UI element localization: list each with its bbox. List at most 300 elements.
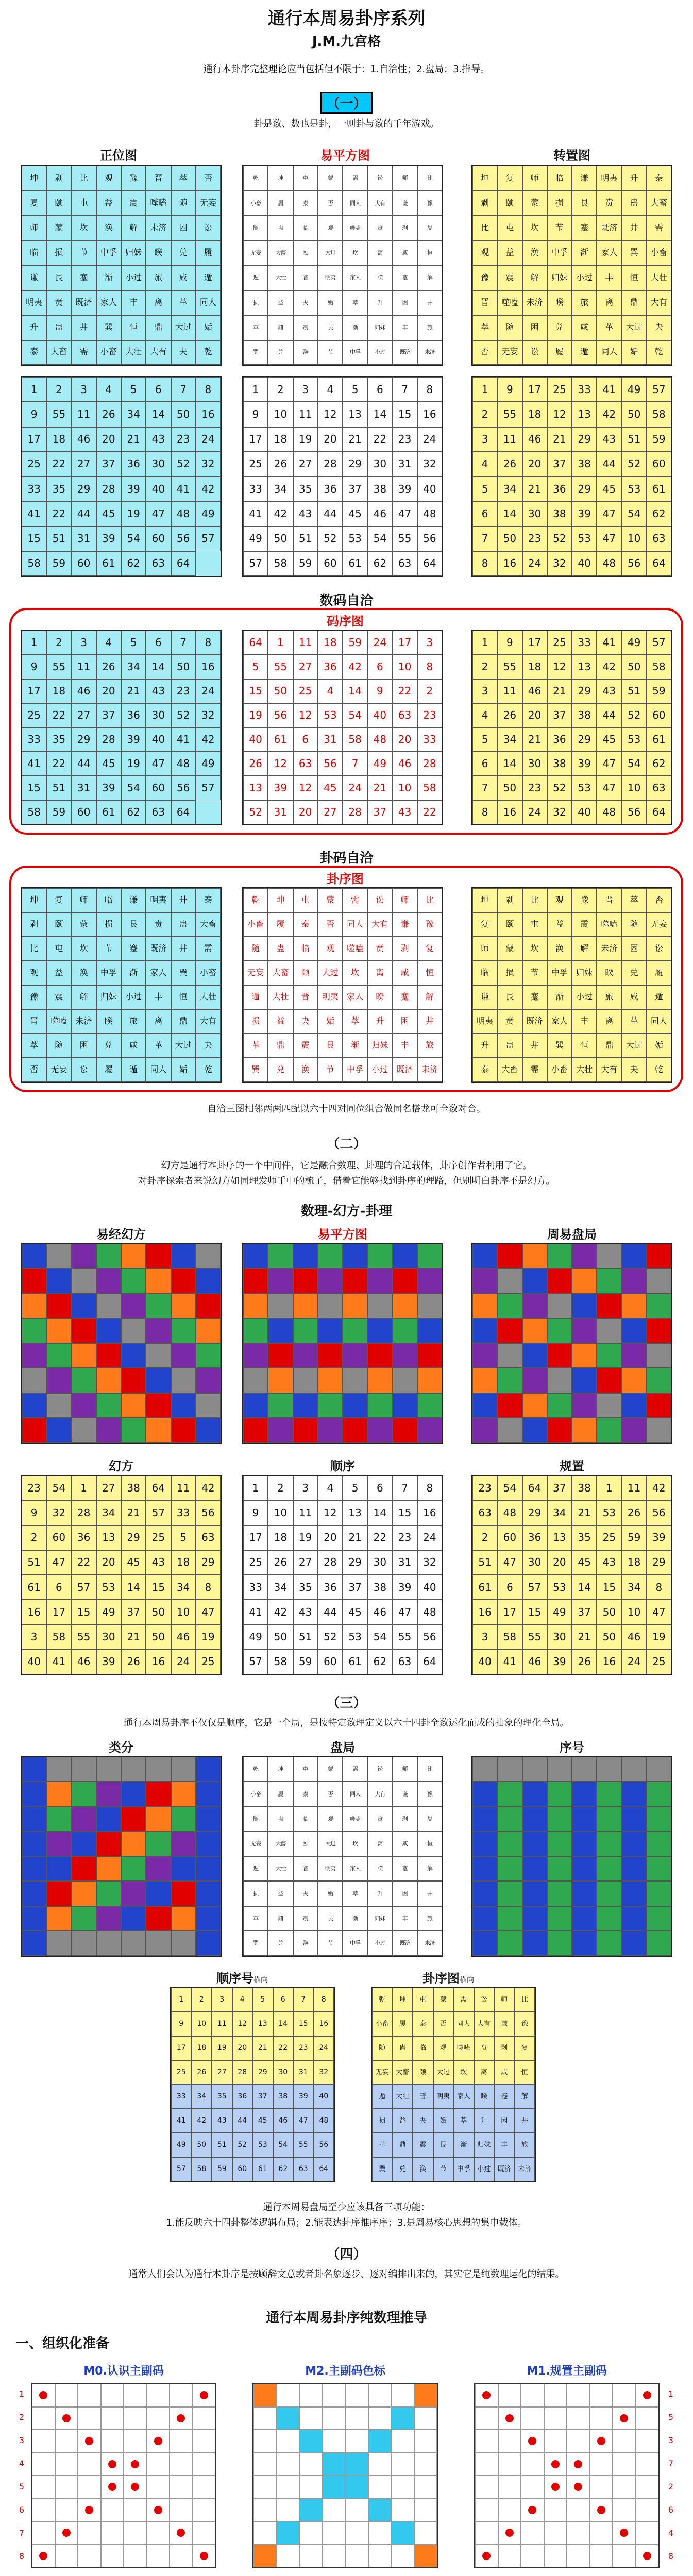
grid-cell: 观	[318, 937, 343, 961]
grid-cell: 益	[268, 1009, 293, 1033]
grid-cell: 19	[121, 501, 146, 526]
grid-cell: 24	[417, 1526, 442, 1550]
grid-cell: 21	[547, 427, 572, 452]
guama-mid-grid	[242, 887, 443, 1083]
marker-dot	[574, 2483, 582, 2491]
grid-cell: 20	[393, 727, 417, 752]
dot-cell	[124, 2476, 147, 2499]
panju-symbol-grid	[242, 1756, 443, 1957]
grid-cell: 贲	[597, 191, 621, 215]
color-cell	[121, 1807, 146, 1832]
grid-cell: 1	[243, 377, 268, 402]
color-cell	[22, 1856, 46, 1881]
marker-dot	[131, 2483, 139, 2491]
grid-cell: 既济	[146, 937, 171, 961]
dot-cell	[277, 2521, 300, 2545]
grid-cell: 小过	[121, 265, 146, 290]
dot-cell	[414, 2430, 437, 2453]
grid-cell: 11	[293, 631, 318, 655]
color-cell	[72, 1268, 96, 1293]
dot-cell	[170, 2430, 193, 2453]
row-number: 6	[19, 2505, 25, 2515]
grid-cell: 37	[343, 1575, 367, 1600]
grid-cell: 归妹	[96, 985, 121, 1009]
grid-cell: 咸	[393, 961, 417, 985]
grid-cell: 9	[243, 402, 268, 427]
grid-cell: 56	[647, 1500, 671, 1525]
dot-cell	[590, 2453, 613, 2476]
color-cell	[268, 1368, 293, 1393]
grid-cell: 49	[367, 752, 392, 776]
grid-cell: 困	[393, 290, 417, 315]
dot-cell	[590, 2384, 613, 2407]
grid-cell: 34	[268, 477, 293, 501]
grid-cell: 38	[367, 1575, 392, 1600]
grid-cell: 22	[417, 800, 442, 824]
grid-cell: 井	[171, 937, 196, 961]
grid-cell: 丰	[393, 1906, 417, 1931]
grid-cell: 52	[171, 703, 196, 727]
grid-cell: 豫	[515, 2012, 535, 2036]
grid-cell: 59	[293, 1650, 318, 1674]
grid-cell: 明夷	[318, 265, 343, 290]
grid-cell: 60	[46, 1526, 71, 1550]
grid-cell: 贲	[474, 2036, 495, 2060]
grid-cell: 2	[472, 655, 497, 679]
dot-cell	[391, 2384, 414, 2407]
grid-cell: 未济	[417, 340, 442, 365]
grid-cell: 56	[268, 703, 293, 727]
grid-cell: 14	[343, 679, 367, 703]
color-cell	[196, 1343, 221, 1368]
part2-step: 一、组织化准备	[15, 2336, 110, 2351]
grid-cell: 42	[196, 477, 221, 501]
color-cell	[647, 1268, 671, 1293]
grid-cell: 33	[243, 1575, 268, 1600]
grid-cell: 8	[196, 377, 221, 402]
grid-cell: 11	[72, 402, 96, 427]
grid-cell: 剥	[393, 937, 417, 961]
grid-cell: 1	[597, 1476, 621, 1500]
grid-cell: 42	[647, 1476, 671, 1500]
grid-cell: 59	[46, 800, 71, 824]
grid-cell: 18	[522, 655, 547, 679]
grid-cell: 57	[196, 776, 221, 800]
grid-cell: 噬嗑	[497, 290, 522, 315]
grid-cell: 44	[72, 752, 96, 776]
label-guizhi: 规置	[560, 1459, 584, 1473]
color-cell	[597, 1856, 621, 1881]
grid-cell: 58	[268, 1650, 293, 1674]
dot-cell	[391, 2407, 414, 2430]
color-cell	[622, 1782, 647, 1806]
color-cell	[121, 1757, 146, 1782]
color-cell	[367, 1368, 392, 1393]
grid-cell: 大畜	[497, 1058, 522, 1082]
grid-cell: 家人	[453, 2084, 474, 2109]
dot-cell	[32, 2476, 55, 2499]
color-cell	[522, 1782, 547, 1806]
grid-cell: 蹇	[393, 1856, 417, 1881]
grid-cell: 31	[293, 2060, 314, 2084]
dot-cell	[391, 2545, 414, 2568]
grid-cell: 48	[367, 727, 392, 752]
dot-cell	[613, 2407, 636, 2430]
grid-cell: 62	[647, 752, 671, 776]
grid-cell: 屯	[46, 937, 71, 961]
grid-cell: 升	[472, 1033, 497, 1058]
color-cell	[22, 1906, 46, 1931]
panel-label-zhengwei: 正位图	[100, 148, 137, 163]
grid-cell: 49	[622, 631, 647, 655]
grid-cell: 小过	[474, 2157, 495, 2181]
grid-cell: 31	[72, 776, 96, 800]
grid-cell: 家人	[597, 241, 621, 265]
grid-cell: 损	[243, 1009, 268, 1033]
color-cell	[547, 1294, 572, 1318]
dot-cell	[521, 2430, 544, 2453]
grid-cell: 20	[547, 1550, 572, 1575]
marker-dot	[505, 2414, 514, 2422]
dot-cell	[32, 2430, 55, 2453]
dot-cell	[55, 2384, 78, 2407]
grid-cell: 36	[72, 1526, 96, 1550]
color-cell	[522, 1906, 547, 1931]
grid-cell: 53	[572, 776, 597, 800]
grid-cell: 54	[367, 1625, 392, 1650]
dot-cell	[345, 2521, 368, 2545]
dot-cell	[636, 2453, 659, 2476]
color-cell	[318, 1268, 343, 1293]
grid-cell: 43	[212, 2109, 232, 2133]
color-cell	[121, 1318, 146, 1343]
color-cell	[171, 1268, 196, 1293]
grid-cell: 12	[268, 752, 293, 776]
grid-cell: 大有	[647, 290, 671, 315]
grid-cell: 17	[22, 427, 46, 452]
grid-cell: 履	[547, 340, 572, 365]
color-cell	[472, 1856, 497, 1881]
grid-cell: 师	[72, 888, 96, 912]
color-cell	[243, 1418, 268, 1443]
color-cell	[268, 1244, 293, 1268]
grid-cell: 46	[171, 1625, 196, 1650]
grid-cell: 贲	[367, 937, 392, 961]
grid-cell: 贲	[367, 216, 392, 241]
grid-cell: 45	[597, 727, 621, 752]
grid-cell: 39	[393, 477, 417, 501]
grid-cell: 中孚	[96, 241, 121, 265]
color-cell	[46, 1318, 71, 1343]
grid-cell: 24	[196, 679, 221, 703]
color-cell	[522, 1318, 547, 1343]
grid-cell: 22	[46, 703, 71, 727]
grid-cell: 豫	[22, 985, 46, 1009]
grid-cell: 45	[121, 1550, 146, 1575]
grid-cell: 37	[96, 703, 121, 727]
grid-cell: 履	[268, 191, 293, 215]
grid-cell: 35	[293, 477, 318, 501]
grid-cell: 20	[232, 2036, 253, 2060]
grid-cell: 5	[343, 377, 367, 402]
color-cell	[171, 1881, 196, 1906]
color-cell	[243, 1368, 268, 1393]
color-cell	[293, 1418, 318, 1443]
color-cell	[121, 1881, 146, 1906]
color-cell	[547, 1881, 572, 1906]
grid-cell: 7	[393, 1476, 417, 1500]
color-cell	[647, 1294, 671, 1318]
grid-cell: 41	[597, 377, 621, 402]
color-cell	[597, 1832, 621, 1856]
color-cell	[121, 1931, 146, 1956]
grid-cell: 井	[622, 216, 647, 241]
grid-cell: 震	[293, 1033, 318, 1058]
grid-cell: 4	[318, 377, 343, 402]
grid-cell: 62	[367, 551, 392, 576]
grid-cell: 24	[417, 427, 442, 452]
grid-cell: 34	[622, 1575, 647, 1600]
marker-dot	[597, 2506, 605, 2514]
grid-cell: 14	[497, 752, 522, 776]
color-cell	[343, 1418, 367, 1443]
grid-cell: 53	[572, 527, 597, 551]
grid-cell: 10	[268, 402, 293, 427]
grid-cell: 22	[46, 452, 71, 477]
grid-cell: 坎	[453, 2060, 474, 2084]
grid-cell: 剥	[393, 216, 417, 241]
grid-cell: 46	[522, 1650, 547, 1674]
grid-cell: 蒙	[46, 216, 71, 241]
dot-cell	[391, 2453, 414, 2476]
grid-cell: 53	[96, 1575, 121, 1600]
color-cell	[146, 1782, 171, 1806]
grid-cell: 兑	[268, 1058, 293, 1082]
grid-cell: 遁	[372, 2084, 393, 2109]
grid-cell: 复	[417, 937, 442, 961]
label-leifen: 类分	[109, 1740, 133, 1755]
grid-cell: 家人	[96, 290, 121, 315]
grid-cell: 离	[367, 961, 392, 985]
grid-cell: 22	[46, 752, 71, 776]
grid-cell: 鼎	[146, 315, 171, 340]
grid-cell: 20	[96, 427, 121, 452]
dot-cell	[32, 2521, 55, 2545]
grid-cell: 32	[547, 551, 572, 576]
grid-cell: 47	[146, 501, 171, 526]
panju-color-grid	[471, 1243, 672, 1444]
grid-cell: 鼎	[597, 1033, 621, 1058]
marker-dot	[200, 2391, 208, 2399]
grid-cell: 困	[522, 315, 547, 340]
grid-cell: 50	[622, 402, 647, 427]
grid-cell: 39	[96, 527, 121, 551]
grid-cell: 19	[647, 1625, 671, 1650]
color-cell	[522, 1931, 547, 1956]
color-cell	[647, 1782, 671, 1806]
dot-cell	[299, 2430, 323, 2453]
grid-cell: 夬	[293, 290, 318, 315]
dot-cell	[414, 2407, 437, 2430]
grid-cell: 9	[22, 1500, 46, 1525]
grid-cell: 观	[433, 2036, 454, 2060]
grid-cell: 姤	[196, 315, 221, 340]
grid-cell: 44	[318, 501, 343, 526]
author: J.M.九宫格	[312, 34, 381, 49]
grid-cell: 坎	[522, 216, 547, 241]
grid-cell: 21	[343, 427, 367, 452]
grid-cell: 17	[522, 631, 547, 655]
grid-cell: 40	[367, 703, 392, 727]
grid-cell: 35	[46, 727, 71, 752]
grid-cell: 恒	[417, 1832, 442, 1856]
grid-cell: 61	[22, 1575, 46, 1600]
grid-cell: 革	[622, 1009, 647, 1033]
color-cell	[196, 1782, 221, 1806]
grid-cell: 渐	[547, 985, 572, 1009]
grid-cell: 2	[192, 1988, 212, 2012]
grid-cell: 大壮	[196, 985, 221, 1009]
color-cell	[343, 1393, 367, 1418]
grid-cell: 乾	[243, 166, 268, 191]
grid-cell: 震	[46, 985, 71, 1009]
color-cell	[72, 1782, 96, 1806]
grid-cell: 3	[22, 1625, 46, 1650]
grid-cell: 53	[343, 1625, 367, 1650]
grid-cell: 40	[417, 477, 442, 501]
grid-cell: 夬	[171, 340, 196, 365]
color-cell	[196, 1881, 221, 1906]
grid-cell: 43	[146, 427, 171, 452]
grid-cell: 噬嗑	[146, 191, 171, 215]
dot-cell	[636, 2521, 659, 2545]
grid-cell: 51	[46, 776, 71, 800]
grid-cell: 睽	[367, 265, 392, 290]
grid-cell: 井	[515, 2109, 535, 2133]
grid-cell: 益	[46, 961, 71, 985]
grid-cell: 剥	[393, 1807, 417, 1832]
grid-cell: 56	[622, 551, 647, 576]
color-cell	[146, 1906, 171, 1931]
grid-cell: 2	[46, 631, 71, 655]
color-cell	[196, 1268, 221, 1293]
color-cell	[121, 1856, 146, 1881]
color-cell	[196, 1757, 221, 1782]
grid-cell: 4	[96, 377, 121, 402]
grid-cell: 45	[572, 1550, 597, 1575]
dot-cell	[277, 2430, 300, 2453]
grid-cell: 小畜	[243, 191, 268, 215]
grid-cell: 10	[171, 1600, 196, 1624]
grid-cell: 震	[121, 191, 146, 215]
grid-cell: 鼎	[268, 1906, 293, 1931]
dot-cell	[55, 2453, 78, 2476]
grid-cell: 36	[232, 2084, 253, 2109]
grid-cell: 坎	[343, 1832, 367, 1856]
grid-cell: 师	[494, 1988, 515, 2012]
color-cell	[522, 1856, 547, 1881]
row-number: 7	[668, 2459, 674, 2468]
color-cell	[121, 1294, 146, 1318]
dot-cell	[368, 2545, 392, 2568]
color-cell	[367, 1318, 392, 1343]
grid-cell: 12	[318, 1500, 343, 1525]
grid-cell: 小畜	[196, 961, 221, 985]
color-cell	[547, 1807, 572, 1832]
grid-cell: 20	[318, 427, 343, 452]
grid-cell: 28	[96, 727, 121, 752]
grid-cell: 26	[497, 452, 522, 477]
grid-cell: 豫	[472, 265, 497, 290]
grid-cell: 咸	[494, 2060, 515, 2084]
grid-cell: 13	[572, 402, 597, 427]
grid-cell: 兑	[622, 961, 647, 985]
yipingfang-color-grid	[242, 1243, 443, 1444]
color-cell	[547, 1782, 572, 1806]
grid-cell: 40	[572, 800, 597, 824]
grid-cell: 大有	[367, 191, 392, 215]
grid-cell: 62	[121, 800, 146, 824]
grid-cell: 艮	[572, 191, 597, 215]
dot-cell	[299, 2499, 323, 2522]
grid-cell: 57	[146, 1500, 171, 1525]
color-cell	[96, 1856, 121, 1881]
grid-cell: 34	[171, 1575, 196, 1600]
row-number: 4	[19, 2459, 25, 2468]
marker-dot	[200, 2552, 208, 2560]
grid-cell: 64	[522, 1476, 547, 1500]
grid-cell: 夬	[622, 1058, 647, 1082]
grid-cell: 36	[522, 1526, 547, 1550]
section-1-label: （一）	[0, 92, 693, 114]
grid-cell: 蹇	[121, 937, 146, 961]
grid-cell: 萃	[453, 2109, 474, 2133]
grid-cell: 兑	[171, 241, 196, 265]
row-number: 3	[19, 2435, 25, 2445]
grid-cell: 9	[497, 377, 522, 402]
grid-cell: 屯	[413, 1988, 433, 2012]
grid-cell: 16	[597, 1650, 621, 1674]
grid-cell: 48	[417, 501, 442, 526]
grid-cell: 需	[453, 1988, 474, 2012]
color-cell	[96, 1418, 121, 1443]
grid-cell: 坎	[343, 241, 367, 265]
grid-cell: 乾	[647, 340, 671, 365]
color-cell	[46, 1807, 71, 1832]
grid-cell: 37	[547, 452, 572, 477]
grid-cell: 10	[622, 527, 647, 551]
grid-cell: 28	[318, 1550, 343, 1575]
dot-cell	[323, 2476, 346, 2499]
grid-cell: 22	[367, 1526, 392, 1550]
grid-cell: 20	[522, 452, 547, 477]
grid-cell: 履	[268, 1782, 293, 1806]
color-cell	[146, 1856, 171, 1881]
marker-dot	[574, 2460, 582, 2468]
grid-cell: 渐	[121, 961, 146, 985]
grid-cell: 颐	[293, 241, 318, 265]
grid-cell: 渐	[96, 265, 121, 290]
grid-cell: 14	[367, 402, 392, 427]
grid-cell: 5	[252, 1988, 273, 2012]
grid-cell: 33	[572, 377, 597, 402]
color-cell	[146, 1931, 171, 1956]
grid-cell: 32	[547, 800, 572, 824]
grid-cell: 32	[46, 1500, 71, 1525]
grid-cell: 54	[46, 1476, 71, 1500]
grid-cell: 54	[367, 527, 392, 551]
dot-cell	[636, 2545, 659, 2568]
